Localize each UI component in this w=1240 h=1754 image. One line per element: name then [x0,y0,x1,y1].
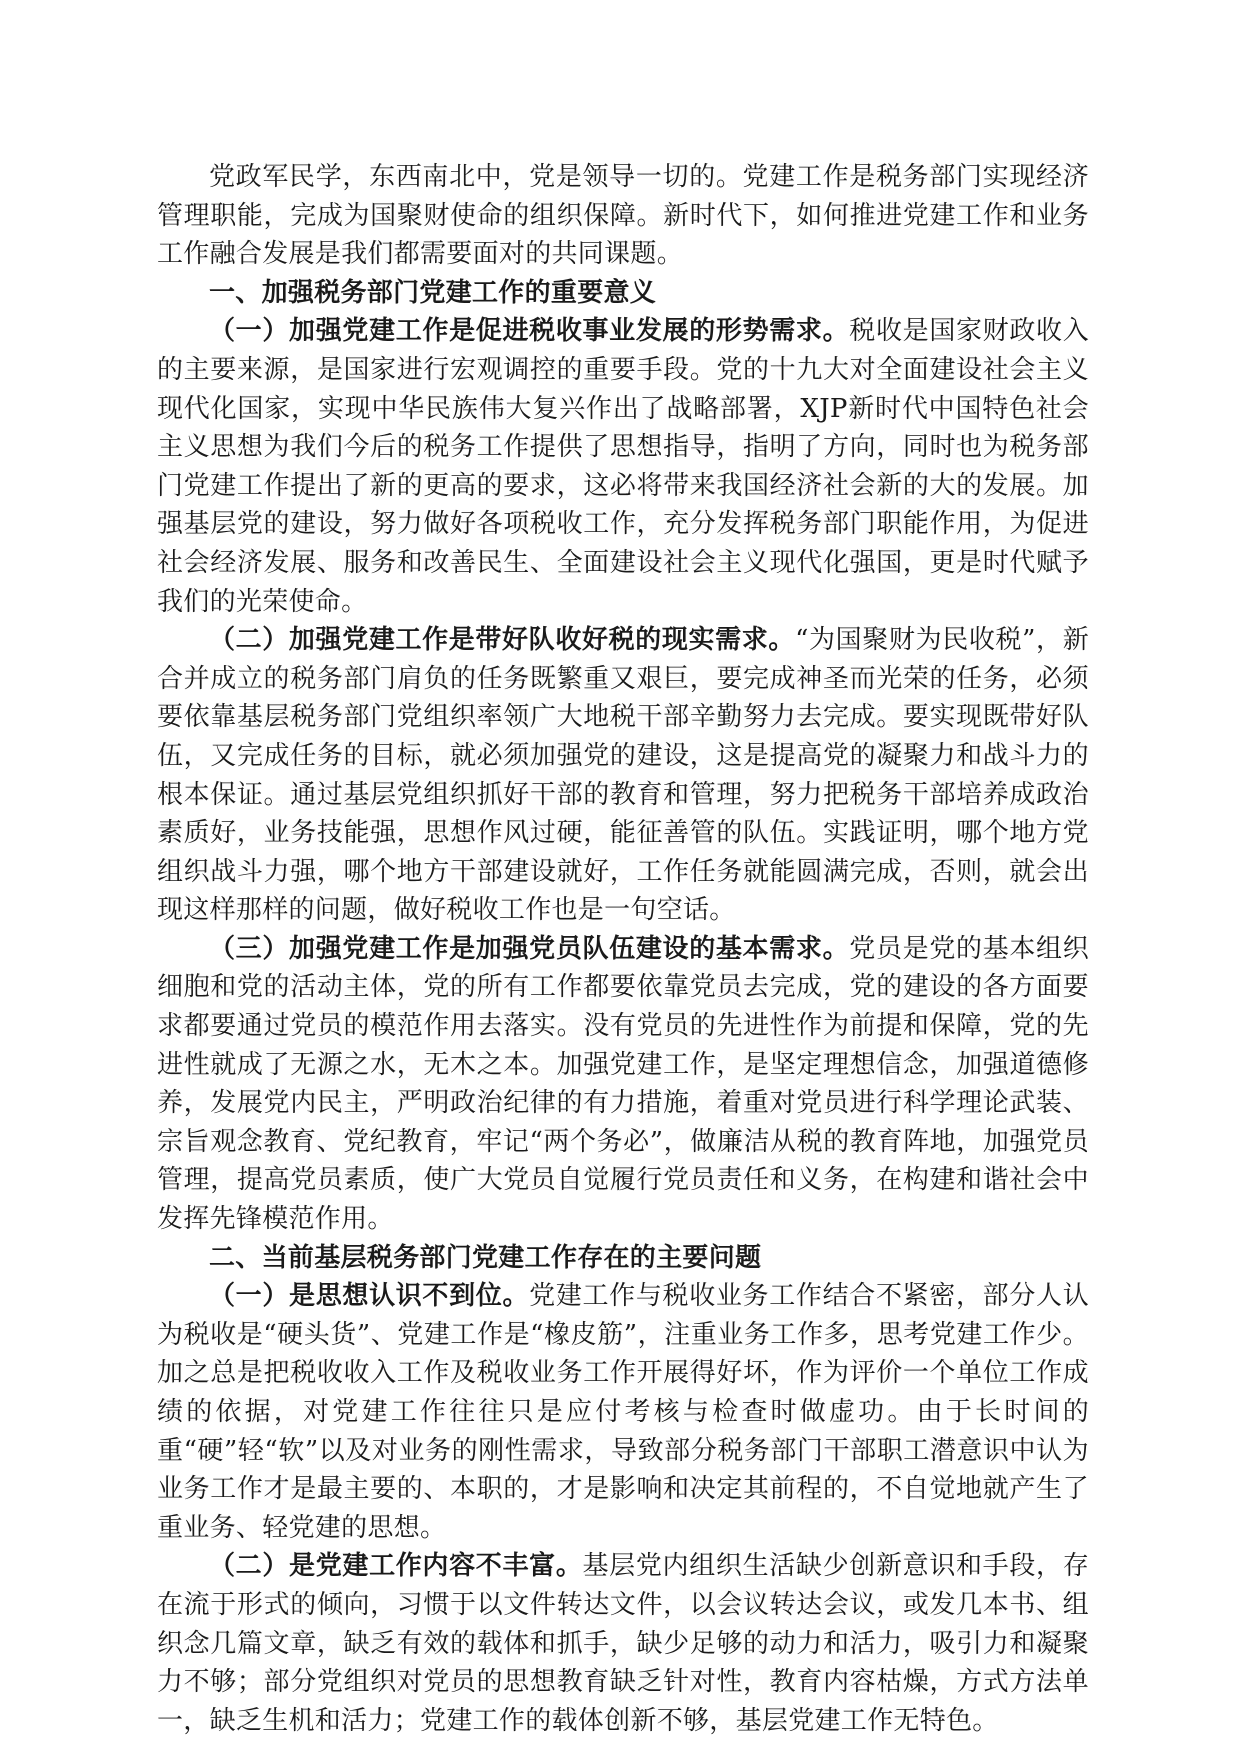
section-heading-1: 一、加强税务部门党建工作的重要意义 [209,277,657,308]
item-body: 基层党内组织生活缺少创新意识和手段，存在流于形式的倾向，习惯于以文件转达文件，以会议转达会议，或发几本书、组织念几篇文章，缺乏有效的载体和抓手，缺少足够的动力和活力，吸引力和凝聚力不够；部分党组织对党员的思想教育缺乏针对性，教育内容枯燥，方式方法单一，缺乏生机和活力；党建工作的载体创新不够，基层党建工作无特色。 [157,1551,1090,1736]
section1-item-2 [157,621,1089,930]
section1-item-1 [157,312,1089,621]
section-heading-2: 二、当前基层税务部门党建工作存在的主要问题 [209,1242,762,1273]
item-lead: （三）加强党建工作是加强党员队伍建设的基本需求。 [209,933,850,964]
document-page [157,158,1089,1740]
item-body: 税收是国家财政收入的主要来源，是国家进行宏观调控的重要手段。党的十九大对全面建设社会主义现代化国家，实现中华民族伟大复兴作出了战略部署，XJP新时代中国特色社会主义思想为我们今后的税务工作提供了思想指导，指明了方向，同时也为税务部门党建工作提出了新的更高的要求，这必将带来我国经济社会新的大的发展。加强基层党的建设，努力做好各项税收工作，充分发挥税务部门职能作用，为促进社会经济发展、服务和改善民生、全面建设社会主义现代化强国，更是时代赋予我们的光荣使命。 [157,316,1090,617]
section2-item-2 [157,1547,1089,1740]
section1-item-3 [157,930,1089,1239]
item-lead: （二）加强党建工作是带好队收好税的现实需求。 [209,625,796,656]
item-body: “为国聚财为民收税”，新合并成立的税务部门肩负的任务既繁重又艰巨，要完成神圣而光荣的任务，必须要依靠基层税务部门党组织率领广大地税干部辛勤努力去完成。要实现既带好队伍，又完成任务的目标，就必须加强党的建设，这是提高党的凝聚力和战斗力的根本保证。通过基层党组织抓好干部的教育和管理，努力把税务干部培养成政治素质好，业务技能强，思想作风过硬，能征善管的队伍。实践证明，哪个地方党组织战斗力强，哪个地方干部建设就好，工作任务就能圆满完成，否则，就会出现这样那样的问题，做好税收工作也是一句空话。 [157,625,1089,926]
item-lead: （二）是党建工作内容不丰富。 [209,1551,583,1582]
section2-item-1 [157,1277,1089,1547]
item-body: 党员是党的基本组织细胞和党的活动主体，党的所有工作都要依靠党员去完成，党的建设的各方面要求都要通过党员的模范作用去落实。没有党员的先进性作为前提和保障，党的先进性就成了无源之水，无木之本。加强党建工作，是坚定理想信念，加强道德修养，发展党内民主，严明政治纪律的有力措施，着重对党员进行科学理论武装、宗旨观念教育、党纪教育，牢记“两个务必”，做廉洁从税的教育阵地，加强党员管理，提高党员素质，使广大党员自觉履行党员责任和义务，在构建和谐社会中发挥先锋模范作用。 [157,933,1090,1235]
item-lead: （一）加强党建工作是促进税收事业发展的形势需求。 [209,316,850,347]
intro-paragraph: 党政军民学，东西南北中，党是领导一切的。党建工作是税务部门实现经济管理职能，完成为国聚财使命的组织保障。新时代下，如何推进党建工作和业务工作融合发展是我们都需要面对的共同课题。 [157,162,1089,270]
item-body: 党建工作与税收业务工作结合不紧密，部分人认为税收是“硬头货”、党建工作是“橡皮筋”，注重业务工作多，思考党建工作少。加之总是把税收收入工作及税收业务工作开展得好坏，作为评价一个单位工作成绩的依据，对党建工作往往只是应付考核与检查时做虚功。由于长时间的重“硬”轻“软”以及对业务的刚性需求，导致部分税务部门干部职工潜意识中认为业务工作才是最主要的、本职的，才是影响和决定其前程的，不自觉地就产生了重业务、轻党建的思想。 [157,1281,1089,1543]
item-lead: （一）是思想认识不到位。 [209,1281,530,1312]
